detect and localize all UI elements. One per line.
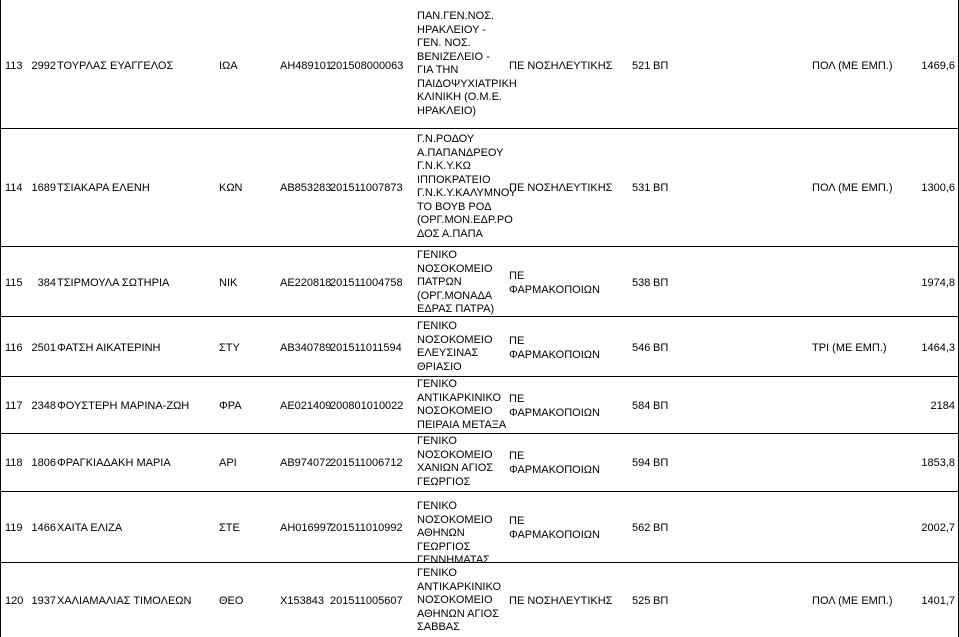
- candidate-id: 2501: [31, 342, 56, 354]
- specialty: ΠΕ ΦΑΡΜΑΚΟΠΟΙΩΝ: [509, 335, 600, 361]
- father-name: ΝΙΚ: [219, 277, 238, 289]
- row-number: 117: [5, 400, 23, 412]
- position-number: 562: [632, 522, 651, 534]
- specialty: ΠΕ ΝΟΣΗΛΕΥΤΙΚΗΣ: [509, 60, 613, 72]
- category: ΒΠ: [653, 522, 669, 534]
- table-row: [0, 246, 959, 316]
- id-card-number: ΑΕ220818: [280, 277, 332, 289]
- row-number: 118: [5, 457, 23, 469]
- candidate-id: 2348: [31, 400, 56, 412]
- candidate-name: ΦΡΑΓΚΙΑΔΑΚΗ ΜΑΡΙΑ: [57, 457, 171, 469]
- hospital-name: ΠΑΝ.ΓΕΝ.ΝΟΣ. ΗΡΑΚΛΕΙΟΥ - ΓΕΝ. ΝΟΣ. ΒΕΝΙΖΕΛΕΙΟ - ΓΙΑ ΤΗΝ ΠΑΙΔΟΨΥΧΙΑΤΡΙΚΗ ΚΛΙΝΙΚΗ (Ο.Μ.Ε. ΗΡΑΚΛΕΙΟ): [417, 10, 517, 117]
- candidate-id: 1689: [31, 182, 56, 194]
- specialty: ΠΕ ΦΑΡΜΑΚΟΠΟΙΩΝ: [509, 270, 600, 296]
- candidate-id: 1806: [31, 457, 56, 469]
- candidate-name: ΤΣΙΑΚΑΡΑ ΕΛΕΝΗ: [57, 182, 150, 194]
- hospital-name: ΓΕΝΙΚΟ ΑΝΤΙΚΑΡΚΙΝΙΚΟ ΝΟΣΟΚΟΜΕΙΟ ΠΕΙΡΑΙΑ ΜΕΤΑΞΑ: [417, 378, 507, 431]
- specialty: ΠΕ ΝΟΣΗΛΕΥΤΙΚΗΣ: [509, 595, 613, 607]
- position-number: 584: [632, 400, 651, 412]
- note: ΠΟΛ (ΜΕ ΕΜΠ.): [812, 60, 893, 72]
- row-number: 120: [5, 595, 24, 607]
- candidate-name: ΦΟΥΣΤΕΡΗ ΜΑΡΙΝΑ-ΖΩΗ: [57, 400, 190, 412]
- position-number: 538: [632, 277, 651, 289]
- hospital-name: ΓΕΝΙΚΟ ΝΟΣΟΚΟΜΕΙΟ ΠΑΤΡΩΝ (ΟΡΓ.ΜΟΝΑΔΑ ΕΔΡΑΣ ΠΑΤΡΑ): [417, 249, 495, 315]
- id-card-number: ΑΒ340789: [280, 342, 332, 354]
- specialty: ΠΕ ΝΟΣΗΛΕΥΤΙΚΗΣ: [509, 182, 613, 194]
- candidate-name: ΤΣΙΡΜΟΥΛΑ ΣΩΤΗΡΙΑ: [57, 277, 170, 289]
- category: ΒΠ: [653, 595, 669, 607]
- registration-number: 200801010022: [330, 400, 404, 412]
- position-number: 521: [632, 60, 651, 72]
- id-card-number: ΑΒ853283: [280, 182, 332, 194]
- registration-number: 201511005607: [330, 595, 403, 607]
- category: ΒΠ: [653, 182, 669, 194]
- table-row: [0, 316, 959, 376]
- score: 1469,6: [921, 60, 955, 72]
- row-number: 119: [5, 522, 23, 534]
- father-name: ΑΡΙ: [219, 457, 237, 469]
- hospital-name: Γ.Ν.ΡΟΔΟΥ Α.ΠΑΠΑΝΔΡΕΟΥ Γ.Ν.Κ.Υ.ΚΩ ΙΠΠΟΚΡΑΤΕΙΟ Γ.Ν.Κ.Υ.ΚΑΛΥΜΝΟΥ ΤΟ ΒΟΥΒ ΡΟΔ (ΟΡΓ.ΜΟΝ.ΕΔΡ.ΡΟ ΔΟΣ Α.ΠΑΠΑ: [417, 133, 517, 240]
- category: ΒΠ: [653, 400, 669, 412]
- table-row: [0, 433, 959, 491]
- hospital-name: ΓΕΝΙΚΟ ΑΝΤΙΚΑΡΚΙΝΙΚΟ ΝΟΣΟΚΟΜΕΙΟ ΑΘΗΝΩΝ ΑΓΙΟΣ ΣΑΒΒΑΣ: [417, 567, 502, 633]
- score: 1401,7: [921, 595, 955, 607]
- score: 2002,7: [921, 522, 955, 534]
- position-number: 546: [632, 342, 651, 354]
- candidate-id: 2992: [31, 60, 56, 72]
- id-card-number: ΑΒ974072: [280, 457, 332, 469]
- hospital-name: ΓΕΝΙΚΟ ΝΟΣΟΚΟΜΕΙΟ ΕΛΕΥΣΙΝΑΣ ΘΡΙΑΣΙΟ: [417, 320, 493, 373]
- father-name: ΚΩΝ: [219, 182, 243, 194]
- candidate-name: ΦΑΤΣΗ ΑΙΚΑΤΕΡΙΝΗ: [57, 342, 161, 354]
- position-number: 531: [632, 182, 651, 194]
- note: ΤΡΙ (ΜΕ ΕΜΠ.): [812, 342, 887, 354]
- table-row: [0, 376, 959, 433]
- position-number: 525: [632, 595, 651, 607]
- hospital-name: ΓΕΝΙΚΟ ΝΟΣΟΚΟΜΕΙΟ ΑΘΗΝΩΝ ΓΕΩΡΓΙΟΣ ΓΕΝΝΗΜΑΤΑΣ: [417, 500, 493, 566]
- note: ΠΟΛ (ΜΕ ΕΜΠ.): [812, 182, 893, 194]
- father-name: ΦΡΑ: [219, 400, 242, 412]
- father-name: ΙΩΑ: [219, 60, 238, 72]
- score: 1300,6: [921, 182, 955, 194]
- registration-number: 201511007873: [330, 182, 403, 194]
- row-number: 113: [5, 60, 23, 72]
- candidate-name: ΤΟΥΡΛΑΣ ΕΥΑΓΓΕΛΟΣ: [57, 60, 174, 72]
- score: 1853,8: [921, 457, 955, 469]
- table-row: [0, 491, 959, 566]
- row-number: 114: [5, 182, 23, 194]
- id-card-number: Χ153843: [280, 595, 325, 607]
- table-row: [0, 562, 959, 637]
- position-number: 594: [632, 457, 651, 469]
- candidate-id: 384: [37, 277, 56, 289]
- category: ΒΠ: [653, 457, 669, 469]
- registration-number: 201511006712: [330, 457, 403, 469]
- note: ΠΟΛ (ΜΕ ΕΜΠ.): [812, 595, 893, 607]
- table-row: [0, 0, 959, 128]
- category: ΒΠ: [653, 277, 669, 289]
- candidate-name: ΧΑΙΤΑ ΕΛΙΖΑ: [57, 522, 123, 534]
- score: 1974,8: [921, 277, 955, 289]
- id-card-number: ΑΗ016997: [280, 522, 332, 534]
- father-name: ΘΕΟ: [219, 595, 244, 607]
- candidate-id: 1937: [31, 595, 56, 607]
- registration-number: 201511010992: [330, 522, 403, 534]
- registration-number: 201511011594: [330, 342, 402, 354]
- candidate-name: ΧΑΛΙΑΜΑΛΙΑΣ ΤΙΜΟΛΕΩΝ: [57, 595, 192, 607]
- id-card-number: ΑΗ489101: [280, 60, 332, 72]
- id-card-number: ΑΕ021409: [280, 400, 332, 412]
- registration-number: 201511004758: [330, 277, 403, 289]
- hospital-name: ΓΕΝΙΚΟ ΝΟΣΟΚΟΜΕΙΟ ΧΑΝΙΩΝ ΑΓΙΟΣ ΓΕΩΡΓΙΟΣ: [417, 435, 494, 488]
- registration-number: 201508000063: [330, 60, 404, 72]
- specialty: ΠΕ ΦΑΡΜΑΚΟΠΟΙΩΝ: [509, 393, 600, 419]
- score: 2184: [930, 400, 955, 412]
- category: ΒΠ: [653, 342, 669, 354]
- father-name: ΣΤΕ: [219, 522, 240, 534]
- father-name: ΣΤΥ: [219, 342, 240, 354]
- score: 1464,3: [921, 342, 955, 354]
- table-row: [0, 128, 959, 246]
- candidate-id: 1466: [31, 522, 56, 534]
- row-number: 115: [5, 277, 23, 289]
- category: ΒΠ: [653, 60, 669, 72]
- row-number: 116: [5, 342, 23, 354]
- specialty: ΠΕ ΦΑΡΜΑΚΟΠΟΙΩΝ: [509, 515, 600, 541]
- specialty: ΠΕ ΦΑΡΜΑΚΟΠΟΙΩΝ: [509, 450, 600, 476]
